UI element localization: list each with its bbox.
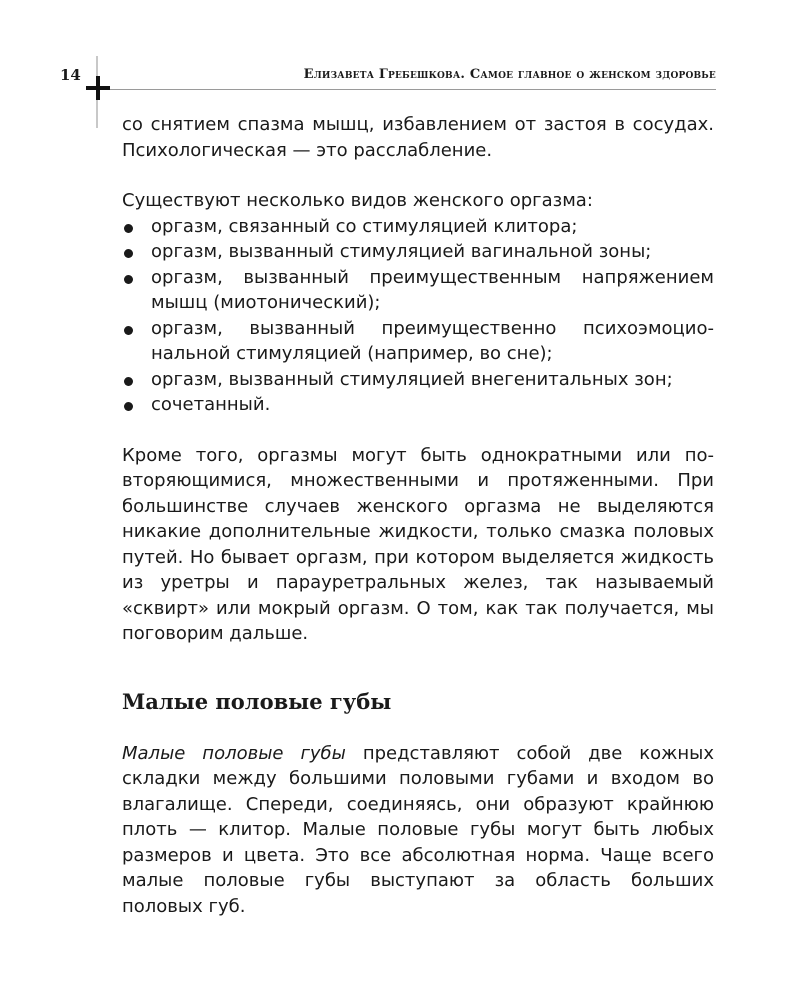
list-item: сочетанный. bbox=[122, 392, 714, 418]
spacer bbox=[122, 163, 714, 188]
running-header bbox=[60, 64, 716, 88]
paragraph-orgasm-kinds: Кроме того, оргазмы могут быть однократными или повторяющимися, множественными и протяженными. При большинстве случаев женского оргазма не выделяются никакие дополнительные жидкости, только смазка половых путей. Но бывает оргазм, при котором выделяется жидкость из уретры и парауретральных желез, так называемый «сквирт» или мокрый оргазм. О том, как так получается, мы поговорим дальше. bbox=[122, 444, 714, 644]
header-rule bbox=[96, 89, 716, 90]
list-item: оргазм, вызванный преимущественным напряжением мышц (миотонический); bbox=[122, 265, 714, 316]
page-number: 14 bbox=[60, 66, 81, 84]
page-body bbox=[122, 112, 714, 919]
list-intro: Существуют несколько видов женского оргазма: bbox=[122, 190, 593, 211]
orgasm-types-list bbox=[122, 214, 714, 418]
paragraph-text: представляют собой две кожных складки между большими половыми губами и входом во влагалище. Спереди, соединяясь, они образуют крайнюю плоть — клитор. Малые половые губы могут быть любых размеров и цвета. Это все абсолютная норма. Чаще всего малые половые губы выступают за область больших половых губ. bbox=[122, 742, 714, 917]
spacer bbox=[122, 418, 714, 443]
paragraph-labia-minora bbox=[122, 741, 714, 920]
paragraph-continuation: со снятием спазма мышц, избавлением от застоя в сосудах. Психологическая — это расслабление. bbox=[122, 114, 714, 161]
running-title: Елизавета Гребешкова. Самое главное о женском здоровье bbox=[303, 67, 716, 82]
list-item: оргазм, связанный со стимуляцией клитора; bbox=[122, 214, 714, 240]
section-heading: Малые половые губы bbox=[122, 688, 392, 714]
paragraph-term: Малые половые губы bbox=[122, 742, 346, 764]
crosshair-mark-icon bbox=[86, 76, 110, 100]
list-item: оргазм, вызванный преимущественно психоэмоцио-нальной стимуляцией (например, во сне); bbox=[122, 316, 714, 367]
list-item: оргазм, вызванный стимуляцией вагинальной зоны; bbox=[122, 239, 714, 265]
list-item: оргазм, вызванный стимуляцией внегенитальных зон; bbox=[122, 367, 714, 393]
